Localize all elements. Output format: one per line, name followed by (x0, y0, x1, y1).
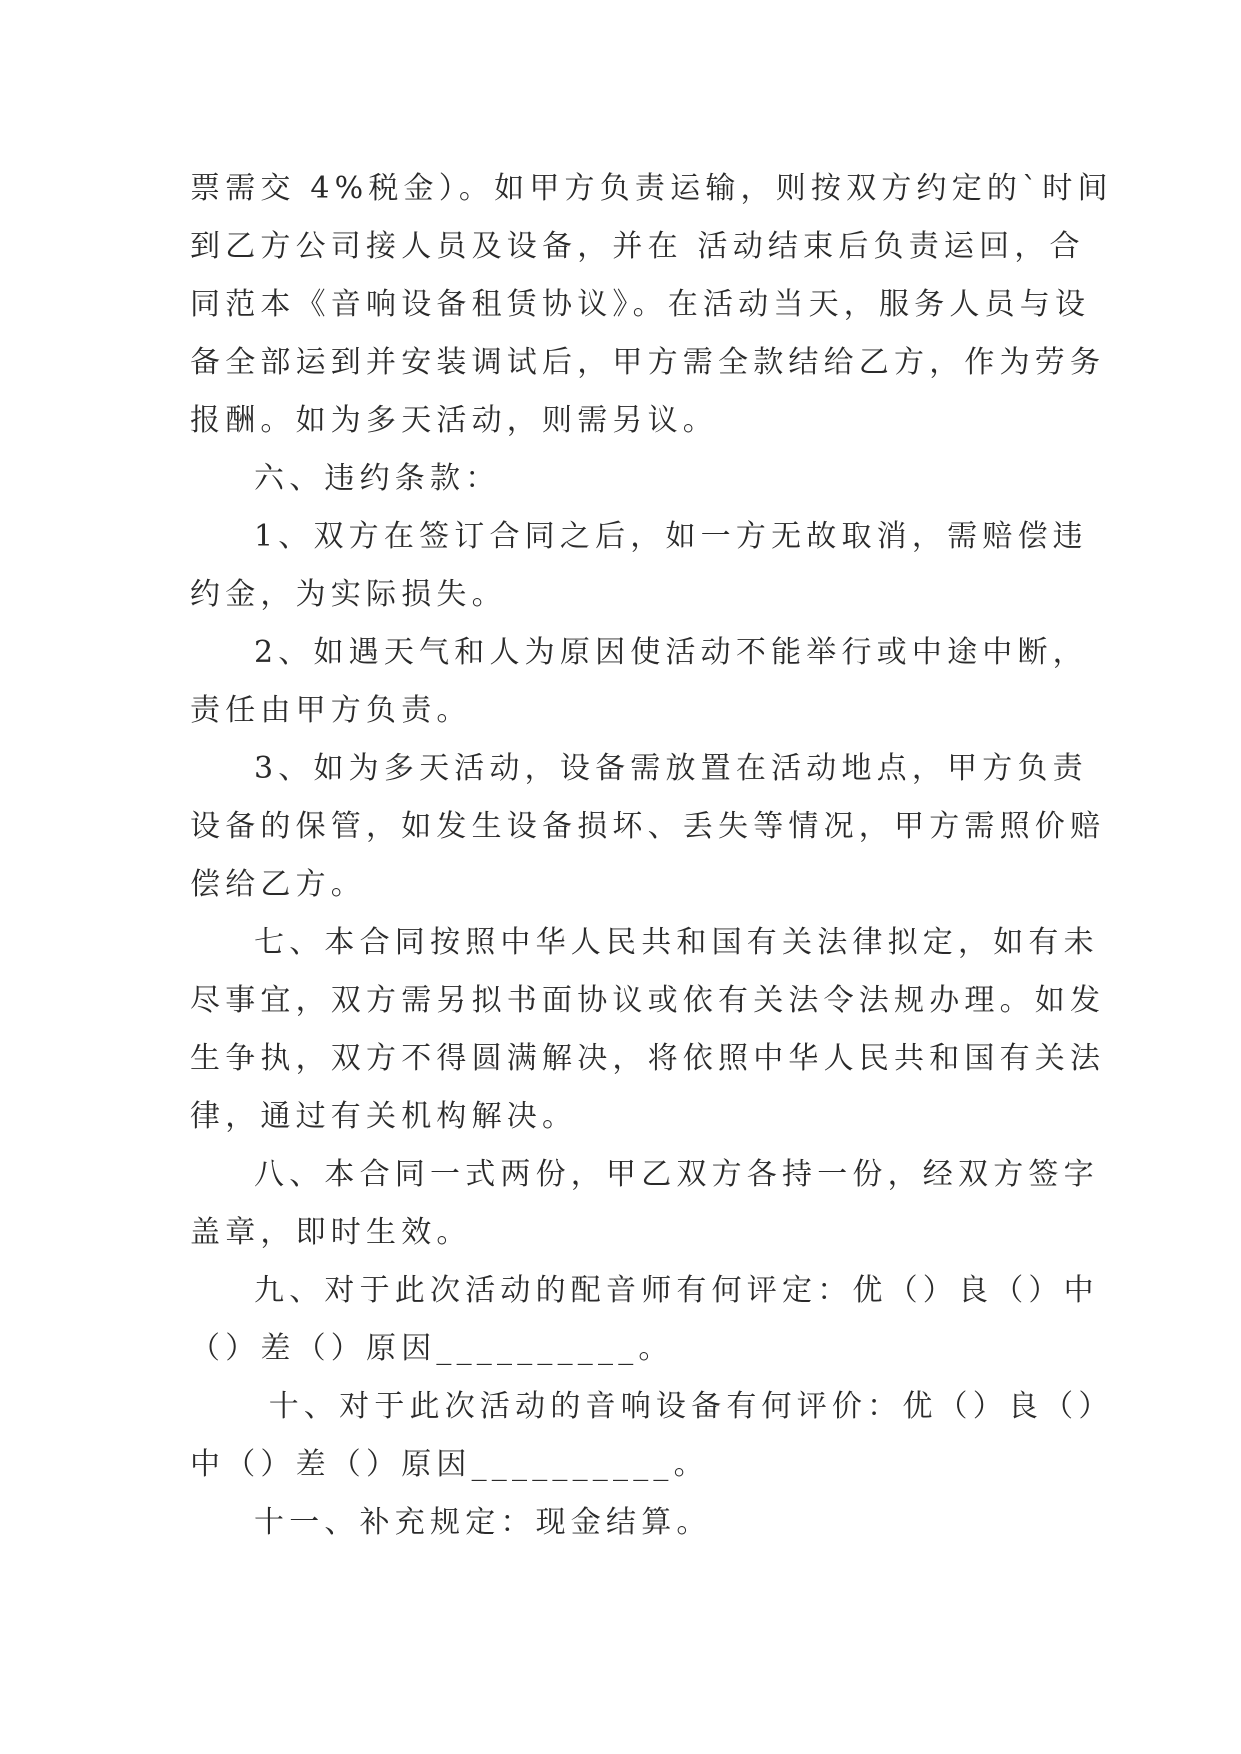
text-line: （）差（）原因__________。 (190, 1331, 674, 1366)
text-line: 报酬。如为多天活动，则需另议。 (190, 403, 718, 438)
text-line: 尽事宜，双方需另拟书面协议或依有关法令法规办理。如发 (190, 983, 1106, 1018)
text-line: 2、如遇天气和人为原因使活动不能举行或中途中断， (254, 635, 1088, 670)
text-line: 票需交 4%税金）。如甲方负责运输，则按双方约定的`时间 (190, 171, 1113, 206)
text-line: 八、本合同一式两份，甲乙双方各持一份，经双方签字 (254, 1157, 1099, 1192)
text-line: 六、违约条款： (254, 461, 501, 496)
text-line: 同范本《音响设备租赁协议》。在活动当天，服务人员与设 (190, 287, 1091, 322)
text-line: 到乙方公司接人员及设备，并在 活动结束后负责运回，合 (190, 229, 1085, 264)
text-line: 约金，为实际损失。 (190, 577, 507, 612)
text-line: 1、双方在签订合同之后，如一方无故取消，需赔偿违 (254, 519, 1088, 554)
text-line: 备全部运到并安装调试后，甲方需全款结给乙方，作为劳务 (190, 345, 1106, 380)
text-line: 设备的保管，如发生设备损坏、丢失等情况，甲方需照价赔 (190, 809, 1106, 844)
text-line: 律，通过有关机构解决。 (190, 1099, 578, 1134)
text-line: 盖章，即时生效。 (190, 1215, 472, 1250)
text-line: 中（）差（）原因__________。 (190, 1447, 709, 1482)
text-line: 七、本合同按照中华人民共和国有关法律拟定，如有未 (254, 925, 1099, 960)
text-line: 偿给乙方。 (190, 867, 366, 902)
text-line: 责任由甲方负责。 (190, 693, 472, 728)
text-line: 生争执，双方不得圆满解决，将依照中华人民共和国有关法 (190, 1041, 1106, 1076)
text-line: 3、如为多天活动，设备需放置在活动地点，甲方负责 (254, 751, 1088, 786)
text-line: 十一、补充规定：现金结算。 (254, 1505, 712, 1540)
text-line: 九、对于此次活动的配音师有何评定：优（）良（）中 (254, 1273, 1099, 1308)
text-line: 十、对于此次活动的音响设备有何评价：优（）良（） (254, 1389, 1114, 1424)
document-body (190, 160, 1114, 1552)
